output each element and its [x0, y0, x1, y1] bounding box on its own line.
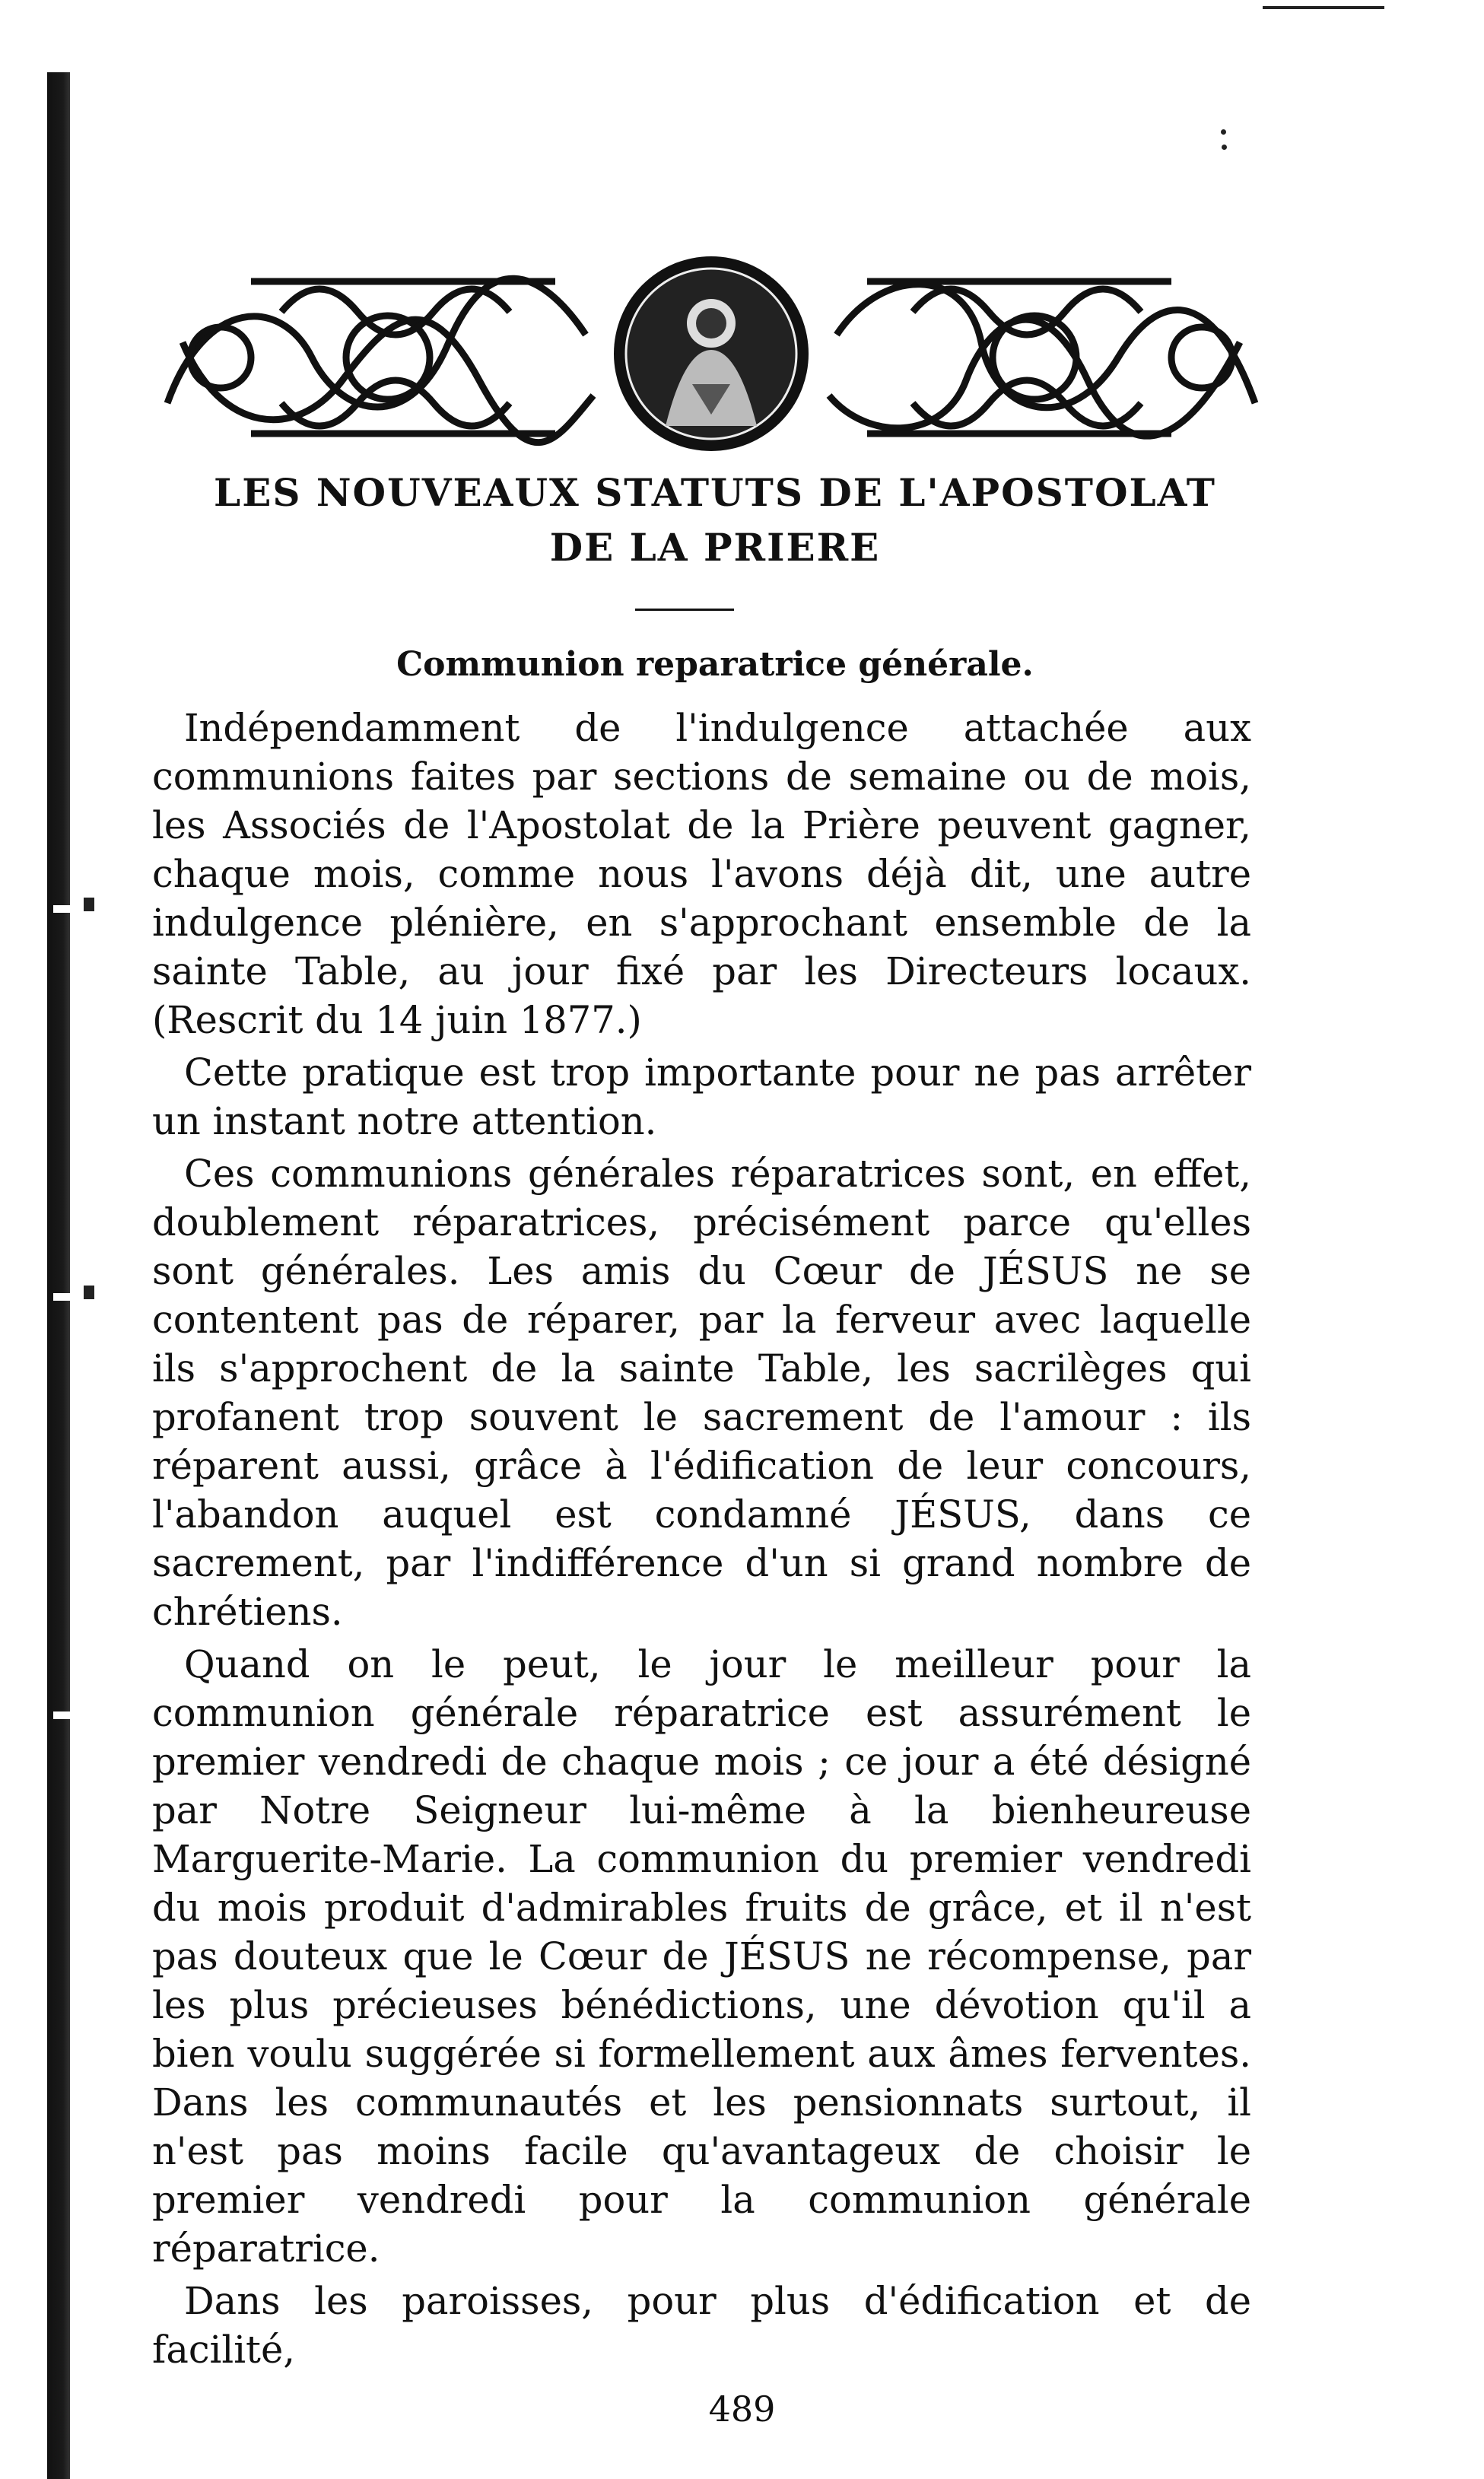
binding-edge	[47, 72, 70, 2479]
binding-notch	[53, 905, 70, 913]
speck-dot	[1221, 129, 1226, 135]
binding-notch	[53, 1293, 70, 1301]
article-title-line-2: DE LA PRIERE	[549, 525, 881, 570]
paragraph: Dans les paroisses, pour plus d'édification et de facilité,	[152, 2279, 1251, 2372]
paragraph: Quand on le peut, le jour le meilleur pour la communion générale réparatrice est assurément le premier vendredi de chaque mois ; ce jour a été désigné par Notre Seigneur lui-même à la bienheureuse Marguerite-Marie. La communion du premier vendredi du mois produit d'admirables fruits de grâce, et il n'est pas douteux que le Cœur de JÉSUS ne récompense, par les plus précieuses bénédictions, une dévotion qu'il a bien voulu suggérée si formellement aux âmes ferventes. Dans les communautés et les pensionnats surtout, il n'est pas moins facile qu'avantageux de choisir le premier vendredi pour la communion générale réparatrice.	[152, 1642, 1251, 2271]
article-body	[152, 704, 1251, 2378]
margin-mark	[84, 1286, 94, 1299]
ornament-headband-icon	[160, 251, 1263, 456]
paragraph: Ces communions générales réparatrices sont, en effet, doublement réparatrices, précisément parce qu'elles sont générales. Les amis du Cœur de JÉSUS ne se contentent pas de réparer, par la ferveur avec laquelle ils s'approchent de la sainte Table, les sacrilèges qui profanent trop souvent le sacrement de l'amour : ils réparent aussi, grâce à l'édification de leur concours, l'abandon auquel est condamné JÉSUS, dans ce sacrement, par l'indifférence d'un si grand nombre de chrétiens.	[152, 1152, 1251, 1634]
paragraph: Cette pratique est trop importante pour ne pas arrêter un instant notre attention.	[152, 1050, 1251, 1143]
ornament-headband	[160, 251, 1263, 456]
top-rule	[1263, 6, 1384, 9]
binding-notch	[53, 1711, 70, 1719]
article-title-line-1: LES NOUVEAUX STATUTS DE L'APOSTOLAT	[214, 470, 1216, 515]
section-subheading: Communion reparatrice générale.	[396, 645, 1034, 684]
title-divider	[635, 609, 734, 611]
speck-dot	[1222, 145, 1227, 150]
page-number: 489	[708, 2388, 776, 2430]
margin-mark	[84, 898, 94, 911]
paragraph: Indépendamment de l'indulgence attachée aux communions faites par sections de semaine ou de mois, les Associés de l'Apostolat de la Prière peuvent gagner, chaque mois, comme nous l'avons déjà dit, une autre indulgence plénière, en s'approchant ensemble de la sainte Table, au jour fixé par les Directeurs locaux. (Rescrit du 14 juin 1877.)	[152, 706, 1251, 1042]
